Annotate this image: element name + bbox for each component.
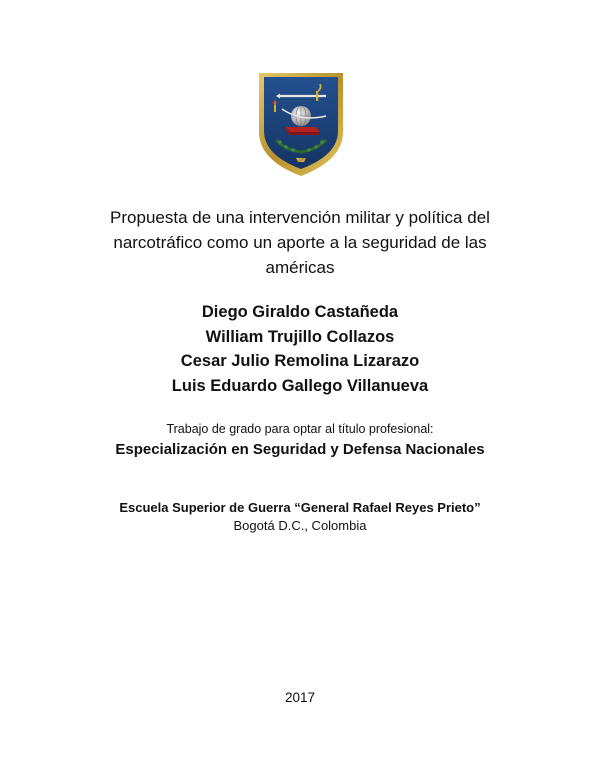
author-name: Luis Eduardo Gallego Villanueva xyxy=(171,376,429,395)
author-name: William Trujillo Collazos xyxy=(205,327,395,346)
publication-year: 2017 xyxy=(284,690,316,705)
city-location: Bogotá D.C., Colombia xyxy=(233,518,367,533)
school-name: Escuela Superior de Guerra “General Rafael Reyes Prieto” xyxy=(119,500,481,515)
military-school-shield-icon xyxy=(256,70,346,178)
title-line-2: narcotráfico como un aporte a la seguridad de las xyxy=(113,233,487,252)
document-title xyxy=(0,205,600,280)
degree-name: Especialización en Seguridad y Defensa Nacionales xyxy=(115,441,485,458)
author-name: Diego Giraldo Castañeda xyxy=(201,303,399,321)
author-name: Cesar Julio Remolina Lizarazo xyxy=(180,352,420,370)
authors-list xyxy=(0,300,600,398)
degree-intro-text: Trabajo de grado para optar al título profesional: xyxy=(166,422,434,436)
title-line-1: Propuesta de una intervención militar y política del xyxy=(110,208,490,227)
title-line-3: américas xyxy=(265,258,335,277)
